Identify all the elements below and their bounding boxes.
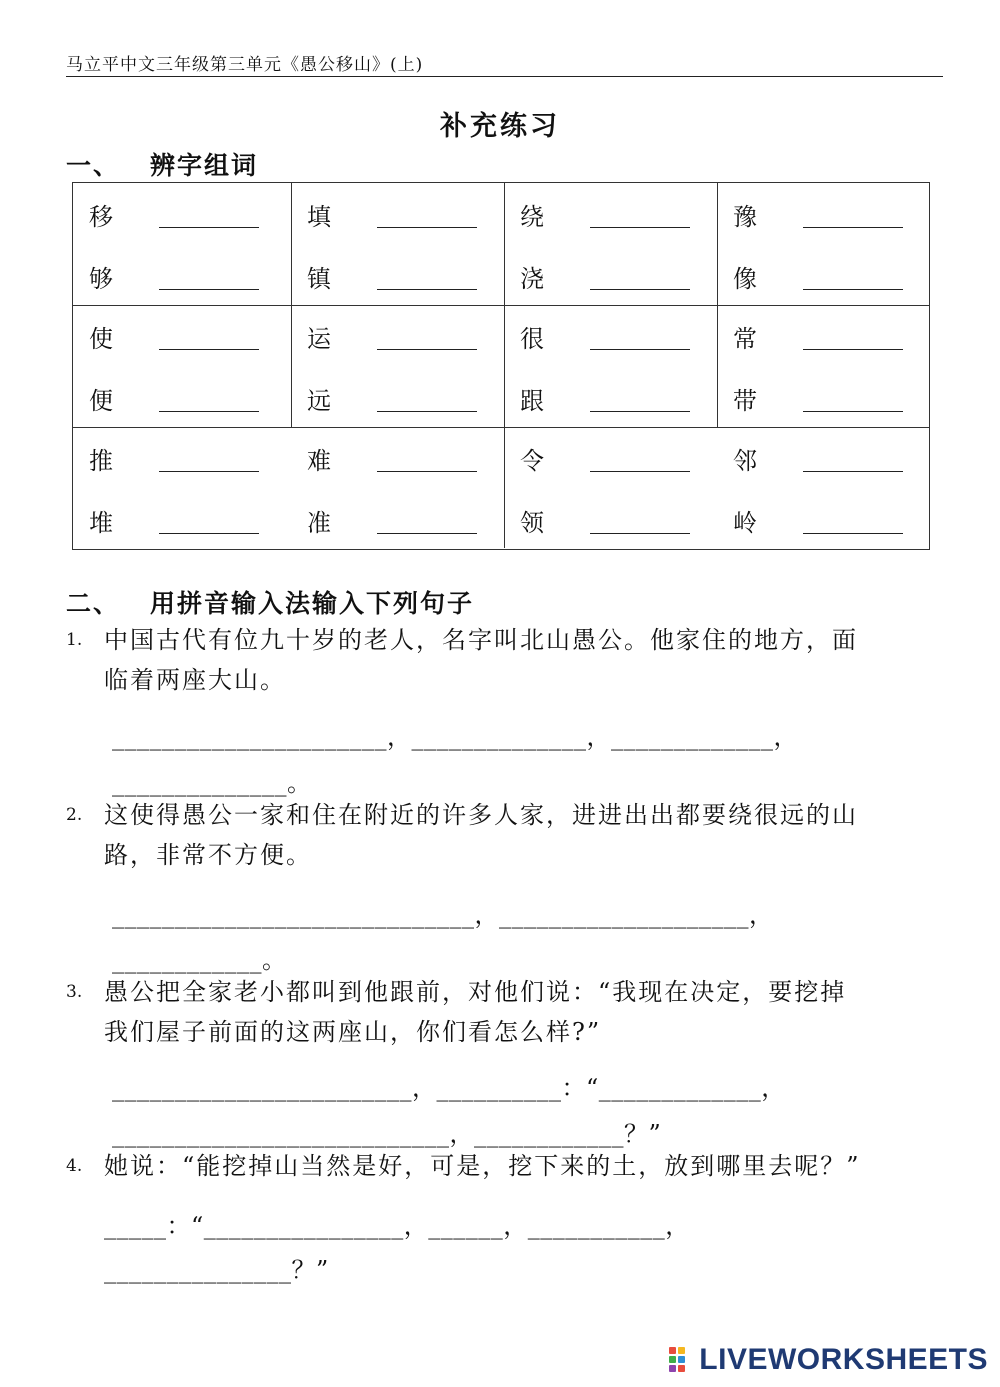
target-character: 领: [520, 509, 544, 537]
word-cell: [73, 367, 286, 429]
question-3-answer-line[interactable]: ___________________________，____________？”: [112, 1120, 662, 1148]
word-answer-blank[interactable]: [590, 289, 690, 290]
word-answer-blank[interactable]: [803, 289, 903, 290]
word-cell: [504, 305, 717, 367]
word-answer-blank[interactable]: [803, 227, 903, 228]
question-2-text-line: 路，非常不方便。: [104, 841, 312, 869]
section-1-number: 一、: [66, 151, 121, 180]
word-cell: [717, 427, 930, 489]
word-cell: [291, 427, 504, 489]
word-answer-blank[interactable]: [590, 533, 690, 534]
target-character: 填: [307, 203, 331, 231]
target-character: 邻: [733, 447, 757, 475]
target-character: 便: [89, 387, 113, 415]
word-answer-blank[interactable]: [803, 411, 903, 412]
section-2-heading: [66, 584, 474, 620]
header-divider: [66, 76, 943, 77]
word-cell: [717, 245, 930, 307]
question-4-answer-line[interactable]: _______________？”: [104, 1256, 329, 1284]
word-cell: [504, 183, 717, 245]
target-character: 令: [520, 447, 544, 475]
liveworksheets-logo-icon: [669, 1345, 695, 1375]
target-character: 镇: [307, 265, 331, 293]
word-cell: [291, 305, 504, 367]
word-answer-blank[interactable]: [590, 411, 690, 412]
liveworksheets-logo-text: LIVEWORKSHEETS: [699, 1343, 988, 1376]
word-cell: [73, 427, 286, 489]
question-2-text-line: 这使得愚公一家和住在附近的许多人家，进进出出都要绕很远的山: [104, 801, 858, 829]
question-1-text-line: 临着两座大山。: [104, 666, 286, 694]
word-cell: [717, 489, 930, 551]
target-character: 准: [307, 509, 331, 537]
section-1-label: 辨字组词: [150, 151, 259, 180]
word-answer-blank[interactable]: [803, 349, 903, 350]
word-cell: [73, 305, 286, 367]
question-3-text-line: 愚公把全家老小都叫到他跟前，对他们说：“我现在决定，要挖掉: [104, 978, 847, 1006]
target-character: 常: [733, 325, 757, 353]
word-answer-blank[interactable]: [803, 471, 903, 472]
word-cell: [291, 183, 504, 245]
question-2-answer-line[interactable]: ____________。: [112, 946, 287, 974]
word-cell: [504, 245, 717, 307]
word-answer-blank[interactable]: [159, 227, 259, 228]
word-cell: [504, 489, 717, 551]
section-2-label: 用拼音输入法输入下列句子: [150, 589, 475, 618]
target-character: 跟: [520, 387, 544, 415]
word-answer-blank[interactable]: [377, 533, 477, 534]
word-answer-blank[interactable]: [159, 471, 259, 472]
word-cell: [504, 427, 717, 489]
word-answer-blank[interactable]: [159, 533, 259, 534]
question-2-answer-line[interactable]: _____________________________，____________________，: [112, 901, 774, 929]
word-grid: [72, 182, 930, 550]
word-cell: [291, 367, 504, 429]
word-answer-blank[interactable]: [377, 411, 477, 412]
target-character: 够: [89, 265, 113, 293]
target-character: 绕: [520, 203, 544, 231]
question-4-text-line: 她说：“能挖掉山当然是好，可是，挖下来的土，放到哪里去呢？”: [104, 1152, 861, 1180]
question-3-answer-line[interactable]: ________________________，__________：“_____________，: [112, 1074, 786, 1102]
question-1-answer-line[interactable]: ______________________，______________，_____________，: [112, 723, 798, 751]
target-character: 豫: [733, 203, 757, 231]
target-character: 像: [733, 265, 757, 293]
word-answer-blank[interactable]: [377, 349, 477, 350]
question-3-number: 3.: [66, 982, 83, 1002]
target-character: 岭: [733, 509, 757, 537]
target-character: 远: [307, 387, 331, 415]
word-answer-blank[interactable]: [590, 471, 690, 472]
target-character: 移: [89, 203, 113, 231]
word-cell: [73, 245, 286, 307]
target-character: 浇: [520, 265, 544, 293]
question-2-number: 2.: [66, 805, 83, 825]
section-2-number: 二、: [66, 589, 121, 618]
word-answer-blank[interactable]: [159, 411, 259, 412]
question-1-text-line: 中国古代有位九十岁的老人，名字叫北山愚公。他家住的地方，面: [104, 626, 858, 654]
word-cell: [73, 183, 286, 245]
word-cell: [717, 367, 930, 429]
word-answer-blank[interactable]: [377, 471, 477, 472]
target-character: 带: [733, 387, 757, 415]
page-header: 马立平中文三年级第三单元《愚公移山》(上): [66, 55, 424, 75]
target-character: 使: [89, 325, 113, 353]
target-character: 难: [307, 447, 331, 475]
word-answer-blank[interactable]: [803, 533, 903, 534]
word-answer-blank[interactable]: [590, 349, 690, 350]
question-4-number: 4.: [66, 1156, 83, 1176]
target-character: 很: [520, 325, 544, 353]
word-answer-blank[interactable]: [159, 289, 259, 290]
word-cell: [717, 305, 930, 367]
question-1-number: 1.: [66, 630, 83, 650]
word-cell: [504, 367, 717, 429]
question-4-answer-line[interactable]: _____：“________________，______，___________，: [104, 1212, 690, 1240]
word-cell: [73, 489, 286, 551]
question-1-answer-line[interactable]: ______________。: [112, 769, 312, 797]
word-answer-blank[interactable]: [590, 227, 690, 228]
word-cell: [717, 183, 930, 245]
word-cell: [291, 245, 504, 307]
page-title: 补充练习: [440, 111, 560, 142]
target-character: 推: [89, 447, 113, 475]
liveworksheets-logo: [669, 1343, 988, 1377]
section-1-heading: [66, 146, 258, 182]
question-3-text-line: 我们屋子前面的这两座山，你们看怎么样?”: [104, 1018, 602, 1046]
target-character: 运: [307, 325, 331, 353]
word-answer-blank[interactable]: [159, 349, 259, 350]
word-answer-blank[interactable]: [377, 289, 477, 290]
word-answer-blank[interactable]: [377, 227, 477, 228]
target-character: 堆: [89, 509, 113, 537]
word-cell: [291, 489, 504, 551]
